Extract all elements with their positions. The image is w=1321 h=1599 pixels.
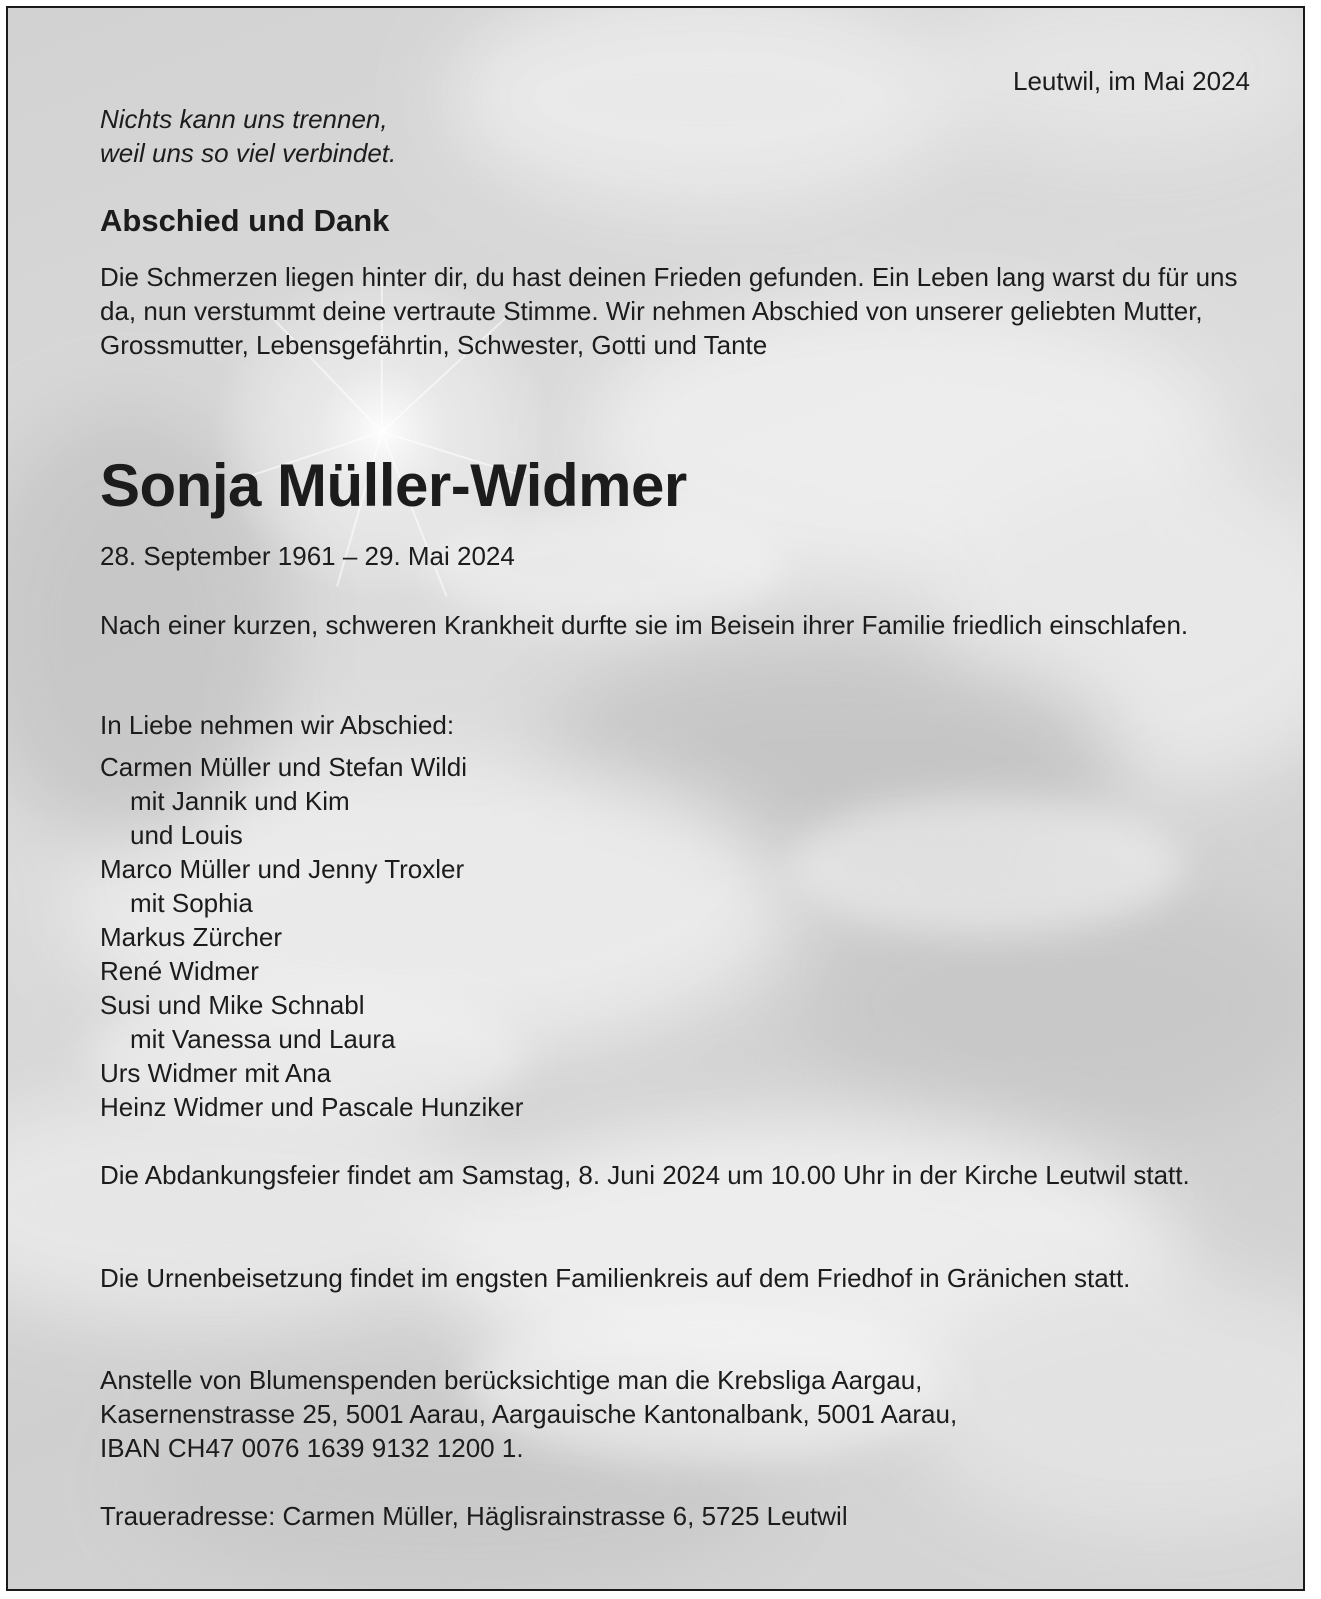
funeral-service-paragraph: Die Abdankungsfeier findet am Samstag, 8. Juni 2024 um 10.00 Uhr in der Kirche Leutwil statt. (100, 1160, 1190, 1190)
mourning-address: Traueradresse: Carmen Müller, Häglisrainstrasse 6, 5725 Leutwil (100, 1501, 848, 1531)
intro-paragraph: Die Schmerzen liegen hinter dir, du hast deinen Frieden gefunden. Ein Leben lang warst du für uns da, nun verstummt deine vertraute Stimme. Wir nehmen Abschied von unserer geliebten Mutter, Grossmutter, Lebensgefährtin, Schwester, Gotti und Tante (100, 262, 1238, 360)
obituary-notice (6, 6, 1305, 1591)
mourner-entry: mit Vanessa und Laura (130, 1024, 396, 1054)
mourner-entry: Heinz Widmer und Pascale Hunziker (100, 1092, 524, 1122)
mourner-entry: Urs Widmer mit Ana (100, 1058, 332, 1088)
mourners-list (100, 750, 523, 1124)
donation-line: Kasernenstrasse 25, 5001 Aarau, Aargauische Kantonalbank, 5001 Aarau, (100, 1399, 958, 1429)
mourner-entry: Carmen Müller und Stefan Wildi (100, 752, 468, 782)
mourner-entry: René Widmer (100, 956, 259, 986)
motto-line: Nichts kann uns trennen, (100, 104, 388, 134)
donation-line: Anstelle von Blumenspenden berücksichtige man die Krebsliga Aargau, (100, 1365, 923, 1395)
life-dates: 28. September 1961 – 29. Mai 2024 (100, 541, 515, 571)
donation-paragraph (100, 1363, 1240, 1465)
mourner-entry: mit Jannik und Kim (130, 786, 350, 816)
place-and-date: Leutwil, im Mai 2024 (1013, 66, 1250, 96)
passing-paragraph: Nach einer kurzen, schweren Krankheit durfte sie im Beisein ihrer Familie friedlich einschlafen. (100, 610, 1189, 640)
mourner-entry: Susi und Mike Schnabl (100, 990, 365, 1020)
farewell-intro: In Liebe nehmen wir Abschied: (100, 710, 455, 740)
donation-line: IBAN CH47 0076 1639 9132 1200 1. (100, 1433, 524, 1463)
deceased-name: Sonja Müller-Widmer (100, 452, 687, 519)
mourner-entry: Marco Müller und Jenny Troxler (100, 854, 465, 884)
mourner-entry: Markus Zürcher (100, 922, 283, 952)
motto-line: weil uns so viel verbindet. (100, 138, 397, 168)
urn-burial-paragraph: Die Urnenbeisetzung findet im engsten Familienkreis auf dem Friedhof in Gränichen statt. (100, 1263, 1131, 1293)
notice-heading: Abschied und Dank (100, 203, 390, 238)
motto-quote (100, 102, 396, 170)
mourner-entry: mit Sophia (130, 888, 253, 918)
mourner-entry: und Louis (130, 820, 243, 850)
